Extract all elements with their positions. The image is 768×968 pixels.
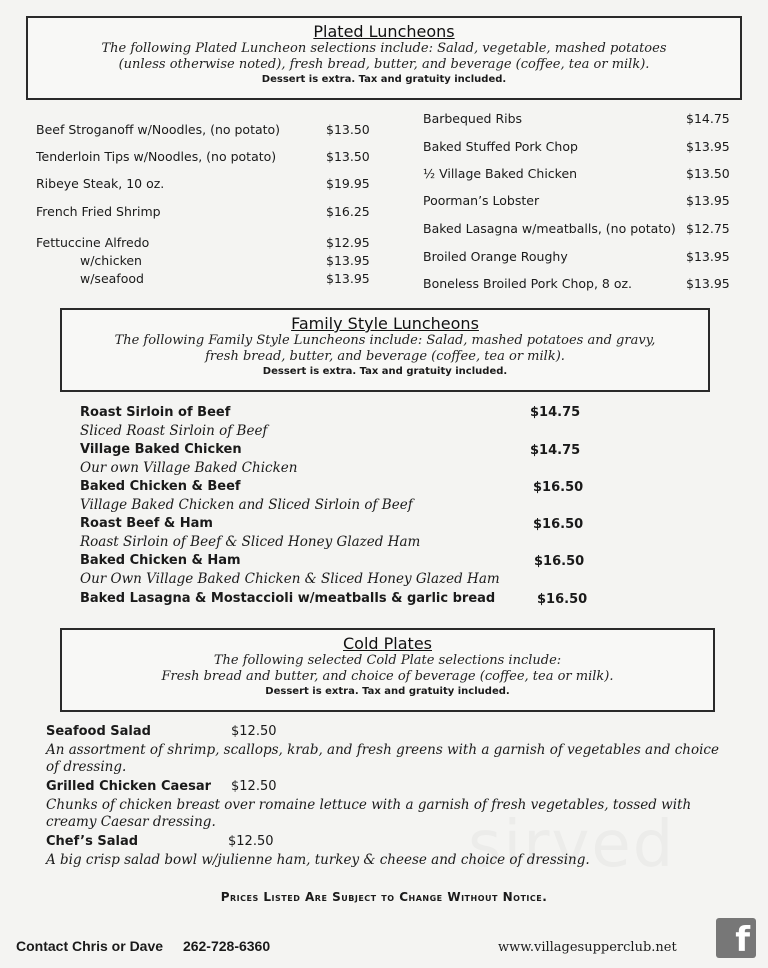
menu-item-price: $13.50 bbox=[686, 166, 730, 181]
menu-item-name: Broiled Orange Roughy bbox=[423, 249, 568, 264]
family-item-desc: Village Baked Chicken and Sliced Sirloin of Beef bbox=[80, 497, 413, 513]
menu-item-price: $13.50 bbox=[326, 122, 370, 137]
cold-item-name: Grilled Chicken Caesar bbox=[46, 779, 212, 794]
menu-item-price: $13.95 bbox=[686, 249, 730, 264]
menu-item-name: Baked Stuffed Pork Chop bbox=[423, 139, 578, 154]
cold-desc-line2: Fresh bread and butter, and choice of beverage (coffee, tea or milk). bbox=[161, 669, 614, 684]
family-item-desc: Roast Sirloin of Beef & Sliced Honey Glazed Ham bbox=[80, 534, 421, 550]
menu-item-price: $13.50 bbox=[326, 149, 370, 164]
cold-plates-header bbox=[60, 628, 715, 712]
family-item-name: Roast Sirloin of Beef bbox=[80, 405, 231, 420]
family-item-name: Baked Chicken & Beef bbox=[80, 479, 241, 494]
cold-note: Dessert is extra. Tax and gratuity included. bbox=[265, 686, 510, 697]
menu-item-name: Poorman’s Lobster bbox=[423, 193, 540, 208]
family-item-desc: Sliced Roast Sirloin of Beef bbox=[80, 423, 268, 439]
contact-name: Contact Chris or Dave bbox=[16, 938, 164, 954]
cold-title: Cold Plates bbox=[343, 634, 432, 653]
family-item-name: Baked Lasagna & Mostaccioli w/meatballs & garlic bread bbox=[80, 591, 496, 606]
cold-item-desc: An assortment of shrimp, scallops, krab, and fresh greens with a garnish of vegetables and choice of dressing. bbox=[46, 742, 719, 775]
menu-item-name: w/seafood bbox=[80, 271, 144, 286]
family-note: Dessert is extra. Tax and gratuity included. bbox=[262, 366, 508, 377]
menu-item-name: Beef Stroganoff w/Noodles, (no potato) bbox=[36, 122, 281, 137]
menu-item-price: $13.95 bbox=[686, 139, 730, 154]
plated-title: Plated Luncheons bbox=[313, 22, 455, 41]
family-item-price: $14.75 bbox=[530, 405, 581, 420]
family-desc-line1: The following Family Style Luncheons include: Salad, mashed potatoes and gravy, bbox=[114, 333, 656, 348]
family-item-price: $14.75 bbox=[530, 443, 581, 458]
cold-item-desc: Chunks of chicken breast over romaine lettuce with a garnish of fresh vegetables, tossed with creamy Caesar dressing. bbox=[46, 797, 692, 830]
menu-item-name: Ribeye Steak, 10 oz. bbox=[36, 176, 165, 191]
menu-item-name: w/chicken bbox=[80, 253, 142, 268]
cold-desc-line1: The following selected Cold Plate selections include: bbox=[213, 653, 562, 668]
family-item-name: Roast Beef & Ham bbox=[80, 516, 213, 531]
cold-item-price: $12.50 bbox=[231, 724, 277, 739]
website-link[interactable]: www.villagesupperclub.net bbox=[498, 940, 677, 955]
menu-item-price: $12.75 bbox=[686, 221, 730, 236]
family-style-header bbox=[60, 308, 710, 392]
menu-item-name: French Fried Shrimp bbox=[36, 204, 161, 219]
family-item-desc: Our own Village Baked Chicken bbox=[80, 460, 298, 476]
plated-luncheons-header bbox=[26, 16, 742, 100]
menu-item-name: Fettuccine Alfredo bbox=[36, 235, 150, 250]
menu-item-price: $13.95 bbox=[686, 276, 730, 291]
family-item-price: $16.50 bbox=[537, 592, 588, 607]
menu-item-price: $13.95 bbox=[326, 271, 370, 286]
cold-item-price: $12.50 bbox=[228, 834, 274, 849]
family-item-name: Baked Chicken & Ham bbox=[80, 553, 241, 568]
menu-item-price: $19.95 bbox=[326, 176, 370, 191]
menu-item-price: $13.95 bbox=[686, 193, 730, 208]
family-item-price: $16.50 bbox=[534, 554, 585, 569]
menu-item-name: Tenderloin Tips w/Noodles, (no potato) bbox=[36, 149, 277, 164]
family-desc-line2: fresh bread, butter, and beverage (coffee, tea or milk). bbox=[205, 349, 565, 364]
plated-desc-line2: (unless otherwise noted), fresh bread, butter, and beverage (coffee, tea or milk). bbox=[118, 57, 650, 72]
family-title: Family Style Luncheons bbox=[291, 314, 479, 333]
family-item-price: $16.50 bbox=[533, 480, 584, 495]
cold-item-desc: A big crisp salad bowl w/julienne ham, turkey & cheese and choice of dressing. bbox=[46, 852, 590, 868]
family-item-price: $16.50 bbox=[533, 517, 584, 532]
menu-item-price: $13.95 bbox=[326, 253, 370, 268]
family-item-name: Village Baked Chicken bbox=[80, 442, 242, 457]
menu-item-price: $12.95 bbox=[326, 235, 370, 250]
menu-item-name: Barbequed Ribs bbox=[423, 111, 523, 126]
price-change-notice: Prices Listed Are Subject to Change Without Notice. bbox=[220, 890, 548, 904]
contact-line bbox=[16, 938, 270, 954]
menu-item-price: $16.25 bbox=[326, 204, 370, 219]
cold-item-name: Chef’s Salad bbox=[46, 834, 139, 849]
plated-desc-line1: The following Plated Luncheon selections include: Salad, vegetable, mashed potatoes bbox=[101, 41, 667, 56]
cold-item-name: Seafood Salad bbox=[46, 724, 151, 739]
facebook-icon[interactable]: f bbox=[716, 918, 756, 958]
family-item-desc: Our Own Village Baked Chicken & Sliced Honey Glazed Ham bbox=[80, 571, 500, 587]
menu-item-name: ½ Village Baked Chicken bbox=[423, 166, 578, 181]
cold-item-price: $12.50 bbox=[231, 779, 277, 794]
menu-item-name: Baked Lasagna w/meatballs, (no potato) bbox=[423, 221, 676, 236]
menu-item-price: $14.75 bbox=[686, 111, 730, 126]
contact-phone: 262-728-6360 bbox=[182, 938, 271, 954]
plated-note: Dessert is extra. Tax and gratuity included. bbox=[261, 74, 507, 85]
watermark: sirved bbox=[468, 808, 676, 882]
menu-item-name: Boneless Broiled Pork Chop, 8 oz. bbox=[423, 276, 633, 291]
